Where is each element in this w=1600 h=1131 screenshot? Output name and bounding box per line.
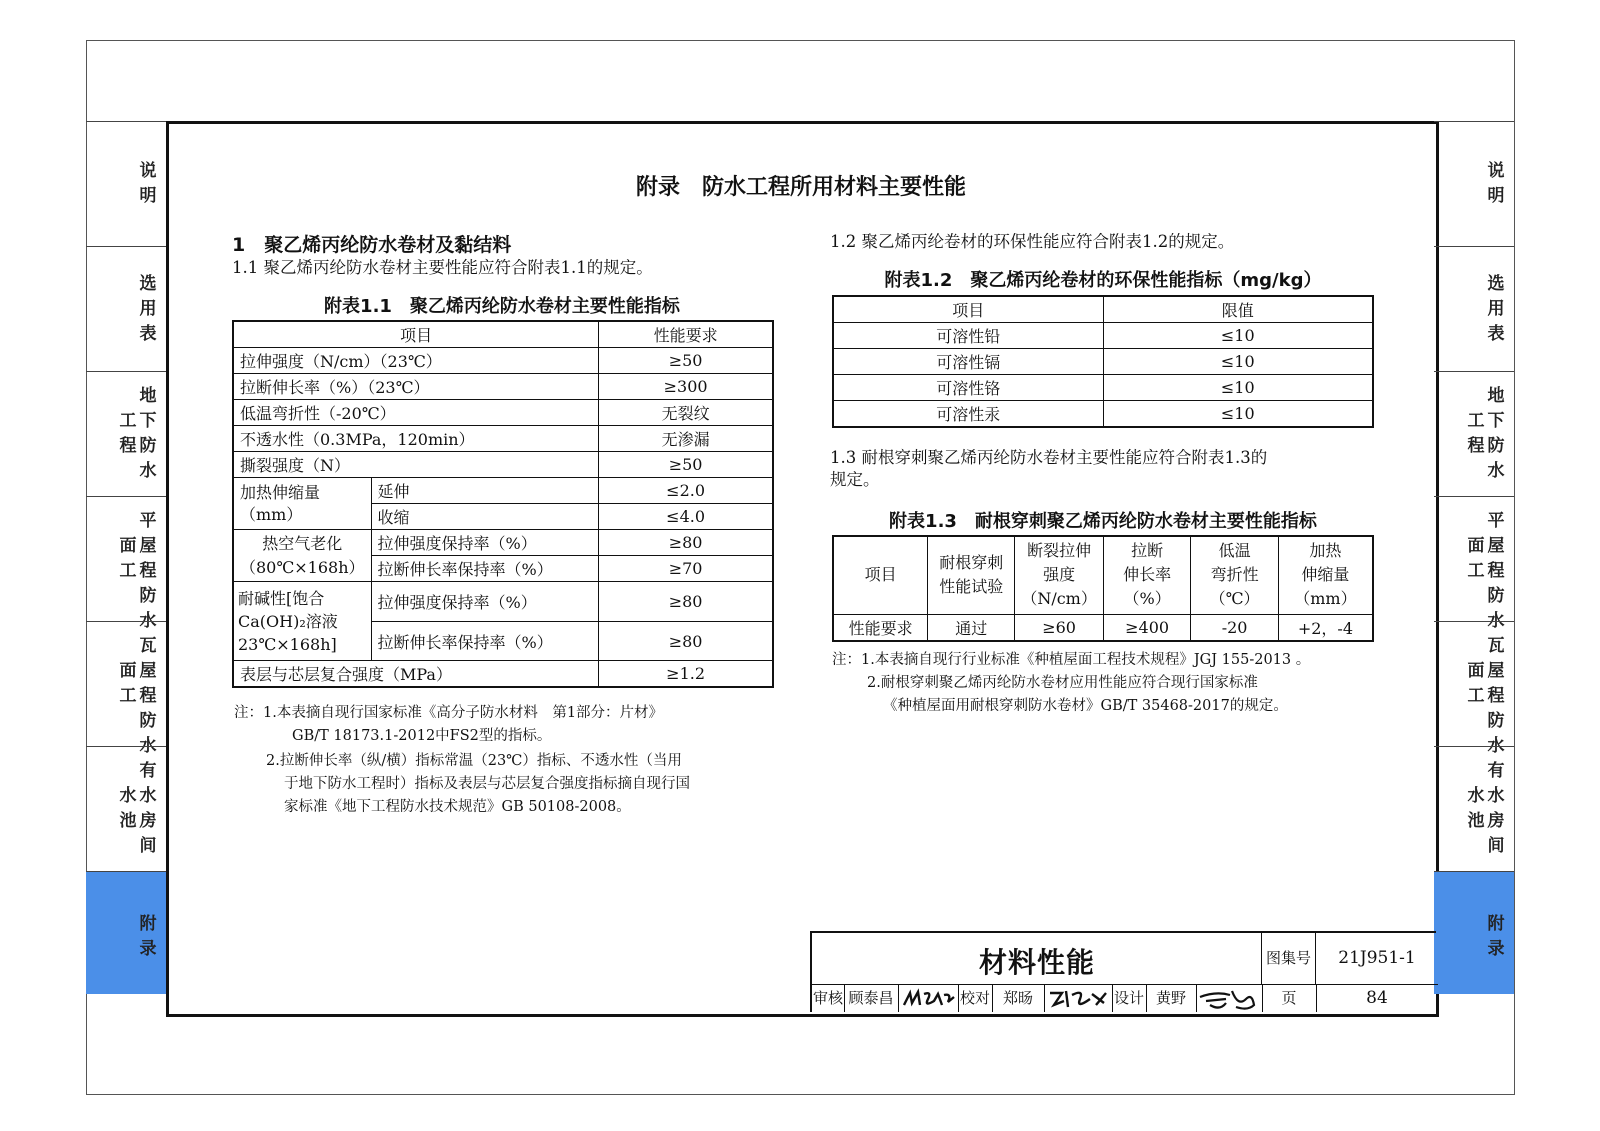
table-header-lowtemp — [1191, 536, 1279, 614]
side-tab-char: 程 — [139, 686, 157, 706]
table-cell: ≤10 — [1103, 323, 1373, 349]
page-label: 页 — [1262, 985, 1317, 1012]
side-tab-char: 下 — [1487, 411, 1505, 431]
table-header-limit: 限值 — [1103, 296, 1373, 323]
side-tab-char: 工 — [119, 411, 137, 431]
group-label-line: 耐碱性[饱合 — [238, 588, 325, 608]
table-header-elongation — [1103, 536, 1190, 614]
atlas-label: 图集号 — [1262, 933, 1316, 985]
table12-title: 附表1.2 聚乙烯丙纶卷材的环保性能指标（mg/kg） — [884, 270, 1322, 291]
group-label-line: 热空气老化 — [262, 533, 343, 553]
side-tab-char: 瓦 — [1487, 636, 1505, 656]
table-cell: 性能要求 — [833, 614, 928, 641]
table-cell: 低温弯折性（-20℃） — [233, 400, 599, 426]
table-header-item — [833, 536, 928, 614]
side-tab-char: 防 — [1487, 711, 1505, 731]
table-cell: ≥400 — [1103, 614, 1190, 641]
group-label-line: 23℃×168h] — [238, 634, 337, 654]
side-tab-char: 录 — [139, 939, 157, 959]
table-row — [833, 401, 1373, 428]
side-tab-char: 明 — [1487, 186, 1505, 206]
header-line: 拉断 — [1131, 541, 1164, 561]
table-cell: ≥80 — [599, 530, 773, 556]
table-row — [833, 536, 1373, 614]
side-tab-char: 说 — [1487, 161, 1505, 181]
side-tab-char: 间 — [139, 836, 157, 856]
table-cell: ≤2.0 — [599, 478, 773, 504]
drawing-title: 材料性能 — [978, 946, 1095, 979]
table-cell: ≤10 — [1103, 401, 1373, 428]
table-row — [833, 349, 1373, 375]
note-line: 注：1.本表摘自现行行业标准《种植屋面工程技术规程》JGJ 155-2013 。 — [832, 652, 1311, 668]
side-tab-char: 选 — [139, 273, 157, 294]
side-tab-char: 面 — [119, 661, 137, 681]
table13-title: 附表1.3 耐根穿刺聚乙烯丙纶防水卷材主要性能指标 — [889, 511, 1317, 532]
side-tab-char: 工 — [119, 561, 137, 581]
table-row — [833, 375, 1373, 401]
signature-row — [812, 985, 1438, 1012]
table-cell: ≥80 — [599, 582, 773, 622]
side-tab-char: 防 — [139, 711, 157, 731]
table-group-label — [233, 530, 371, 582]
table-cell: 可溶性汞 — [833, 401, 1103, 428]
header-line: 加热 — [1309, 541, 1342, 561]
section1-3-text-cont: 规定。 — [830, 470, 880, 489]
table-header-tensile — [1015, 536, 1104, 614]
side-tab-xuanyongbiao[interactable] — [86, 246, 166, 372]
side-tab-shuoming[interactable] — [1434, 121, 1514, 247]
side-tab-char: 有 — [1487, 761, 1505, 781]
header-line: 耐根穿刺 — [939, 553, 1004, 573]
section1-2-text: 1.2 聚乙烯丙纶卷材的环保性能应符合附表1.2的规定。 — [830, 232, 1235, 251]
side-tab-char: 程 — [119, 436, 137, 456]
side-tab-char: 面 — [1467, 661, 1485, 681]
side-tab-char: 水 — [1487, 786, 1505, 806]
table-cell: 拉断伸长率保持率（%） — [371, 622, 599, 661]
table-cell: 可溶性铅 — [833, 323, 1103, 349]
side-tab-char: 水 — [139, 611, 157, 631]
table-cell: 无裂纹 — [599, 400, 773, 426]
side-tab-fulu[interactable] — [86, 871, 166, 994]
table-cell: 延伸 — [371, 478, 599, 504]
side-tab-xuanyongbiao[interactable] — [1434, 246, 1514, 372]
right-nav — [1434, 121, 1514, 1011]
header-line: （mm） — [1294, 589, 1357, 609]
note-line: 于地下防水工程时）指标及表层与芯层复合强度指标摘自现行国 — [284, 776, 690, 792]
side-tab-char: 程 — [1487, 561, 1505, 581]
table-group-label — [233, 582, 371, 661]
note-line: 2.拉断伸长率（纵/横）指标常温（23℃）指标、不透水性（当用 — [266, 753, 682, 769]
side-tab-shuoming[interactable] — [86, 121, 166, 247]
note-line: 注：1.本表摘自现行国家标准《高分子防水材料 第1部分：片材》 — [234, 705, 664, 721]
note-line: 家标准《地下工程防水技术规范》GB 50108-2008。 — [284, 799, 631, 815]
side-tab-char: 有 — [139, 761, 157, 781]
side-tab-char: 防 — [139, 436, 157, 456]
header-line: 强度 — [1043, 565, 1076, 585]
table-header-root — [928, 536, 1015, 614]
side-tab-char: 屋 — [1487, 661, 1505, 681]
side-tab-char: 防 — [139, 586, 157, 606]
side-tab-char: 水 — [1487, 611, 1505, 631]
side-tab-fulu[interactable] — [1434, 871, 1514, 994]
table-cell: 无渗漏 — [599, 426, 773, 452]
signature-mark — [1044, 985, 1112, 1012]
table-cell: ≥1.2 — [599, 661, 773, 688]
table11-title: 附表1.1 聚乙烯丙纶防水卷材主要性能指标 — [324, 296, 680, 317]
header-line: 伸长率 — [1123, 565, 1172, 585]
side-tab-char: 程 — [139, 561, 157, 581]
side-tab-char: 水 — [139, 736, 157, 756]
page-number: 84 — [1366, 988, 1388, 1008]
side-tab-char: 工 — [1467, 561, 1485, 581]
side-tab-wawu[interactable] — [86, 621, 166, 756]
header-line: 性能试验 — [939, 577, 1004, 597]
side-tab-youshui[interactable] — [1434, 746, 1514, 872]
side-tab-char: 水 — [139, 461, 157, 481]
design-label: 设计 — [1112, 985, 1147, 1012]
side-tab-char: 水 — [139, 786, 157, 806]
side-tab-char: 选 — [1487, 273, 1505, 294]
table-cell: ≤10 — [1103, 375, 1373, 401]
table-cell: 可溶性铬 — [833, 375, 1103, 401]
side-tab-char: 附 — [139, 914, 157, 934]
side-tab-youshui[interactable] — [86, 746, 166, 872]
note-line: 2.耐根穿刺聚乙烯丙纶防水卷材应用性能应符合现行国家标准 — [867, 675, 1258, 691]
table-cell: ≥50 — [599, 452, 773, 478]
table-row — [233, 661, 773, 688]
side-tab-char: 水 — [119, 786, 137, 806]
checker-name: 郑旸 — [992, 985, 1045, 1012]
table-header-item: 项目 — [233, 321, 599, 348]
side-tab-char: 表 — [1487, 323, 1505, 344]
side-tab-char: 地 — [139, 386, 157, 406]
section1-1-text: 1.1 聚乙烯丙纶防水卷材主要性能应符合附表1.1的规定。 — [232, 258, 653, 277]
table-cell: 拉断伸长率（%）（23℃） — [233, 374, 599, 400]
side-tab-char: 屋 — [139, 536, 157, 556]
header-line: 低温 — [1218, 541, 1251, 561]
table-row — [233, 374, 773, 400]
table-row — [233, 478, 773, 504]
table-cell: ≤4.0 — [599, 504, 773, 530]
side-tab-char: 用 — [139, 298, 157, 319]
side-tab-char: 屋 — [139, 661, 157, 681]
header-line: 伸缩量 — [1301, 565, 1350, 585]
side-tab-char: 地 — [1487, 386, 1505, 406]
side-tab-dixia[interactable] — [1434, 371, 1514, 497]
table-row — [233, 348, 773, 374]
side-tab-wawu[interactable] — [1434, 621, 1514, 756]
header-line: 弯折性 — [1210, 565, 1259, 585]
table-row — [233, 452, 773, 478]
side-tab-char: 水 — [1467, 786, 1485, 806]
table-1-2 — [832, 295, 1374, 428]
side-tab-char: 程 — [1467, 436, 1485, 456]
side-tab-char: 面 — [119, 536, 137, 556]
side-tab-char: 水 — [1487, 736, 1505, 756]
table-cell: 通过 — [928, 614, 1015, 641]
page-title: 附录 防水工程所用材料主要性能 — [635, 175, 966, 200]
side-tab-pingwu[interactable] — [86, 496, 166, 631]
table-cell: ≥300 — [599, 374, 773, 400]
reviewer-signature — [898, 985, 959, 1012]
side-tab-char: 平 — [139, 511, 157, 531]
table-cell: 拉伸强度（N/cm）（23℃） — [233, 348, 599, 374]
side-tab-pingwu[interactable] — [1434, 496, 1514, 631]
table-cell: -20 — [1191, 614, 1279, 641]
table-cell: ≥80 — [599, 622, 773, 661]
header-line: （N/cm） — [1021, 589, 1097, 609]
side-tab-char: 防 — [1487, 586, 1505, 606]
side-tab-char: 明 — [139, 186, 157, 206]
table-row — [233, 530, 773, 556]
side-tab-dixia[interactable] — [86, 371, 166, 497]
side-tab-char: 下 — [139, 411, 157, 431]
table-row — [233, 582, 773, 622]
section1-heading: 1 聚乙烯丙纶防水卷材及黏结料 — [232, 234, 512, 256]
drawing-title-cell — [812, 933, 1262, 985]
table-row — [233, 426, 773, 452]
table-header-item: 项目 — [833, 296, 1103, 323]
side-tab-char: 程 — [1487, 686, 1505, 706]
table-cell: ≥50 — [599, 348, 773, 374]
side-tab-char: 表 — [139, 323, 157, 344]
designer-signature — [1196, 985, 1263, 1012]
checker-signature — [1044, 985, 1113, 1012]
reviewer-name: 顾泰昌 — [844, 985, 899, 1012]
group-label-line: （mm） — [240, 504, 303, 524]
side-tab-char: 屋 — [1487, 536, 1505, 556]
table-row — [233, 400, 773, 426]
left-nav — [86, 121, 166, 1011]
side-tab-char: 说 — [139, 161, 157, 181]
table-cell: 收缩 — [371, 504, 599, 530]
group-label-line: 加热伸缩量 — [240, 482, 321, 502]
side-tab-char: 池 — [1467, 811, 1485, 831]
side-tab-char: 用 — [1487, 298, 1505, 319]
side-tab-char: 工 — [119, 686, 137, 706]
section1-3-text: 1.3 耐根穿刺聚乙烯丙纶防水卷材主要性能应符合附表1.3的 — [830, 448, 1268, 467]
table-cell: 可溶性镉 — [833, 349, 1103, 375]
table-cell: 拉伸强度保持率（%） — [371, 530, 599, 556]
side-tab-char: 瓦 — [139, 636, 157, 656]
table-cell: 不透水性（0.3MPa，120min） — [233, 426, 599, 452]
table-row — [833, 614, 1373, 641]
side-tab-char: 附 — [1487, 914, 1505, 934]
side-tab-char: 房 — [1487, 811, 1505, 831]
check-label: 校对 — [958, 985, 993, 1012]
side-tab-char: 防 — [1487, 436, 1505, 456]
note-line: 《种植屋面用耐根穿刺防水卷材》GB/T 35468-2017的规定。 — [883, 698, 1288, 714]
side-tab-char: 面 — [1467, 536, 1485, 556]
table-cell: ≥60 — [1015, 614, 1104, 641]
table-row — [833, 296, 1373, 323]
table-1-3 — [832, 535, 1374, 642]
header-line: 项目 — [864, 565, 897, 585]
side-tab-char: 工 — [1467, 686, 1485, 706]
table-cell: 撕裂强度（N） — [233, 452, 599, 478]
header-line: （℃） — [1209, 589, 1260, 609]
side-tab-char: 录 — [1487, 939, 1505, 959]
table-1-1 — [232, 320, 774, 688]
table-row — [233, 321, 773, 348]
review-label: 审核 — [812, 985, 845, 1012]
table-header-heat — [1278, 536, 1373, 614]
side-tab-char: 平 — [1487, 511, 1505, 531]
table-cell: 拉断伸长率保持率（%） — [371, 556, 599, 582]
side-tab-char: 间 — [1487, 836, 1505, 856]
table-cell: ≥70 — [599, 556, 773, 582]
designer-name: 黄野 — [1146, 985, 1197, 1012]
table-header-req: 性能要求 — [599, 321, 773, 348]
title-block — [810, 931, 1436, 1012]
signature-mark — [1196, 985, 1262, 1012]
note-line: GB/T 18173.1-2012中FS2型的指标。 — [292, 728, 552, 744]
header-line: 断裂拉伸 — [1027, 541, 1092, 561]
side-tab-char: 池 — [119, 811, 137, 831]
table-cell: +2，-4 — [1278, 614, 1373, 641]
group-label-line: （80℃×168h） — [240, 557, 365, 577]
table-cell: ≤10 — [1103, 349, 1373, 375]
side-tab-char: 工 — [1467, 411, 1485, 431]
signature-mark — [898, 985, 958, 1012]
table-row — [833, 323, 1373, 349]
group-label-line: Ca(OH)₂溶液 — [238, 611, 338, 631]
side-tab-char: 房 — [139, 811, 157, 831]
header-line: （%） — [1123, 589, 1171, 609]
side-tab-char: 水 — [1487, 461, 1505, 481]
table-cell: 表层与芯层复合强度（MPa） — [233, 661, 599, 688]
atlas-number: 21J951-1 — [1316, 933, 1438, 985]
table-cell: 拉伸强度保持率（%） — [371, 582, 599, 622]
table-group-label — [233, 478, 371, 530]
